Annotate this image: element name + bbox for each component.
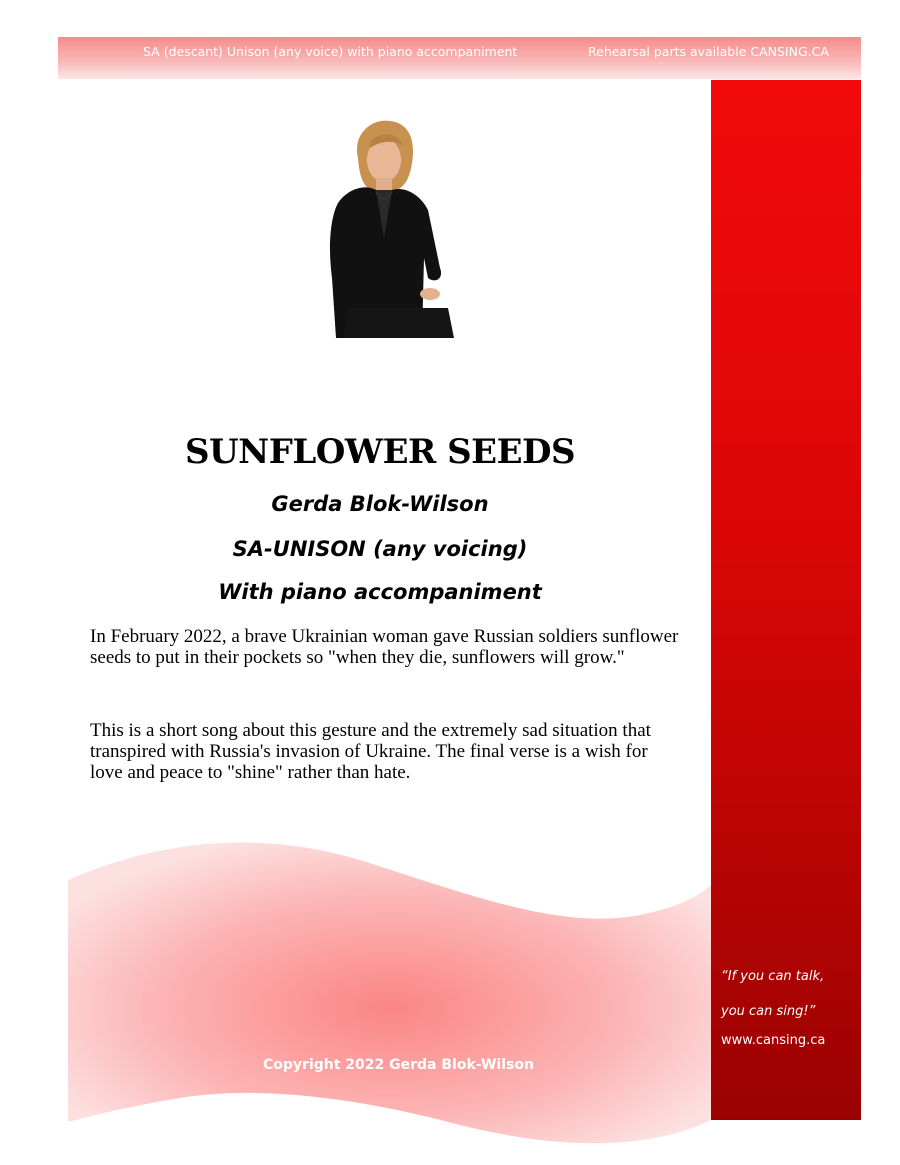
copyright-text: Copyright 2022 Gerda Blok-Wilson — [263, 1057, 534, 1073]
sidebar-quote-line1: “If you can talk, — [721, 969, 825, 984]
composer-name: Gerda Blok-Wilson — [271, 492, 489, 516]
banner-voicing-text: SA (descant) Unison (any voice) with piano accompaniment — [143, 44, 518, 59]
accompaniment-text: With piano accompaniment — [218, 580, 542, 604]
voicing-text: SA-UNISON (any voicing) — [232, 537, 528, 561]
sidebar-website: www.cansing.ca — [721, 1033, 826, 1048]
sidebar-quote-line2: you can sing!” — [721, 1004, 816, 1019]
banner-rehearsal-text: Rehearsal parts available CANSING.CA — [588, 44, 829, 59]
description-paragraph-1: In February 2022, a brave Ukrainian woman gave Russian soldiers sunflower seeds to put in their pockets so "when they die, sunflowers will grow." — [90, 626, 679, 668]
description-paragraph-2: This is a short song about this gesture and the extremely sad situation that transpired with Russia's invasion of Ukraine. The final verse is a wish for love and peace to "shine" rather than hate. — [90, 720, 651, 783]
song-title: SUNFLOWER SEEDS — [184, 432, 576, 472]
